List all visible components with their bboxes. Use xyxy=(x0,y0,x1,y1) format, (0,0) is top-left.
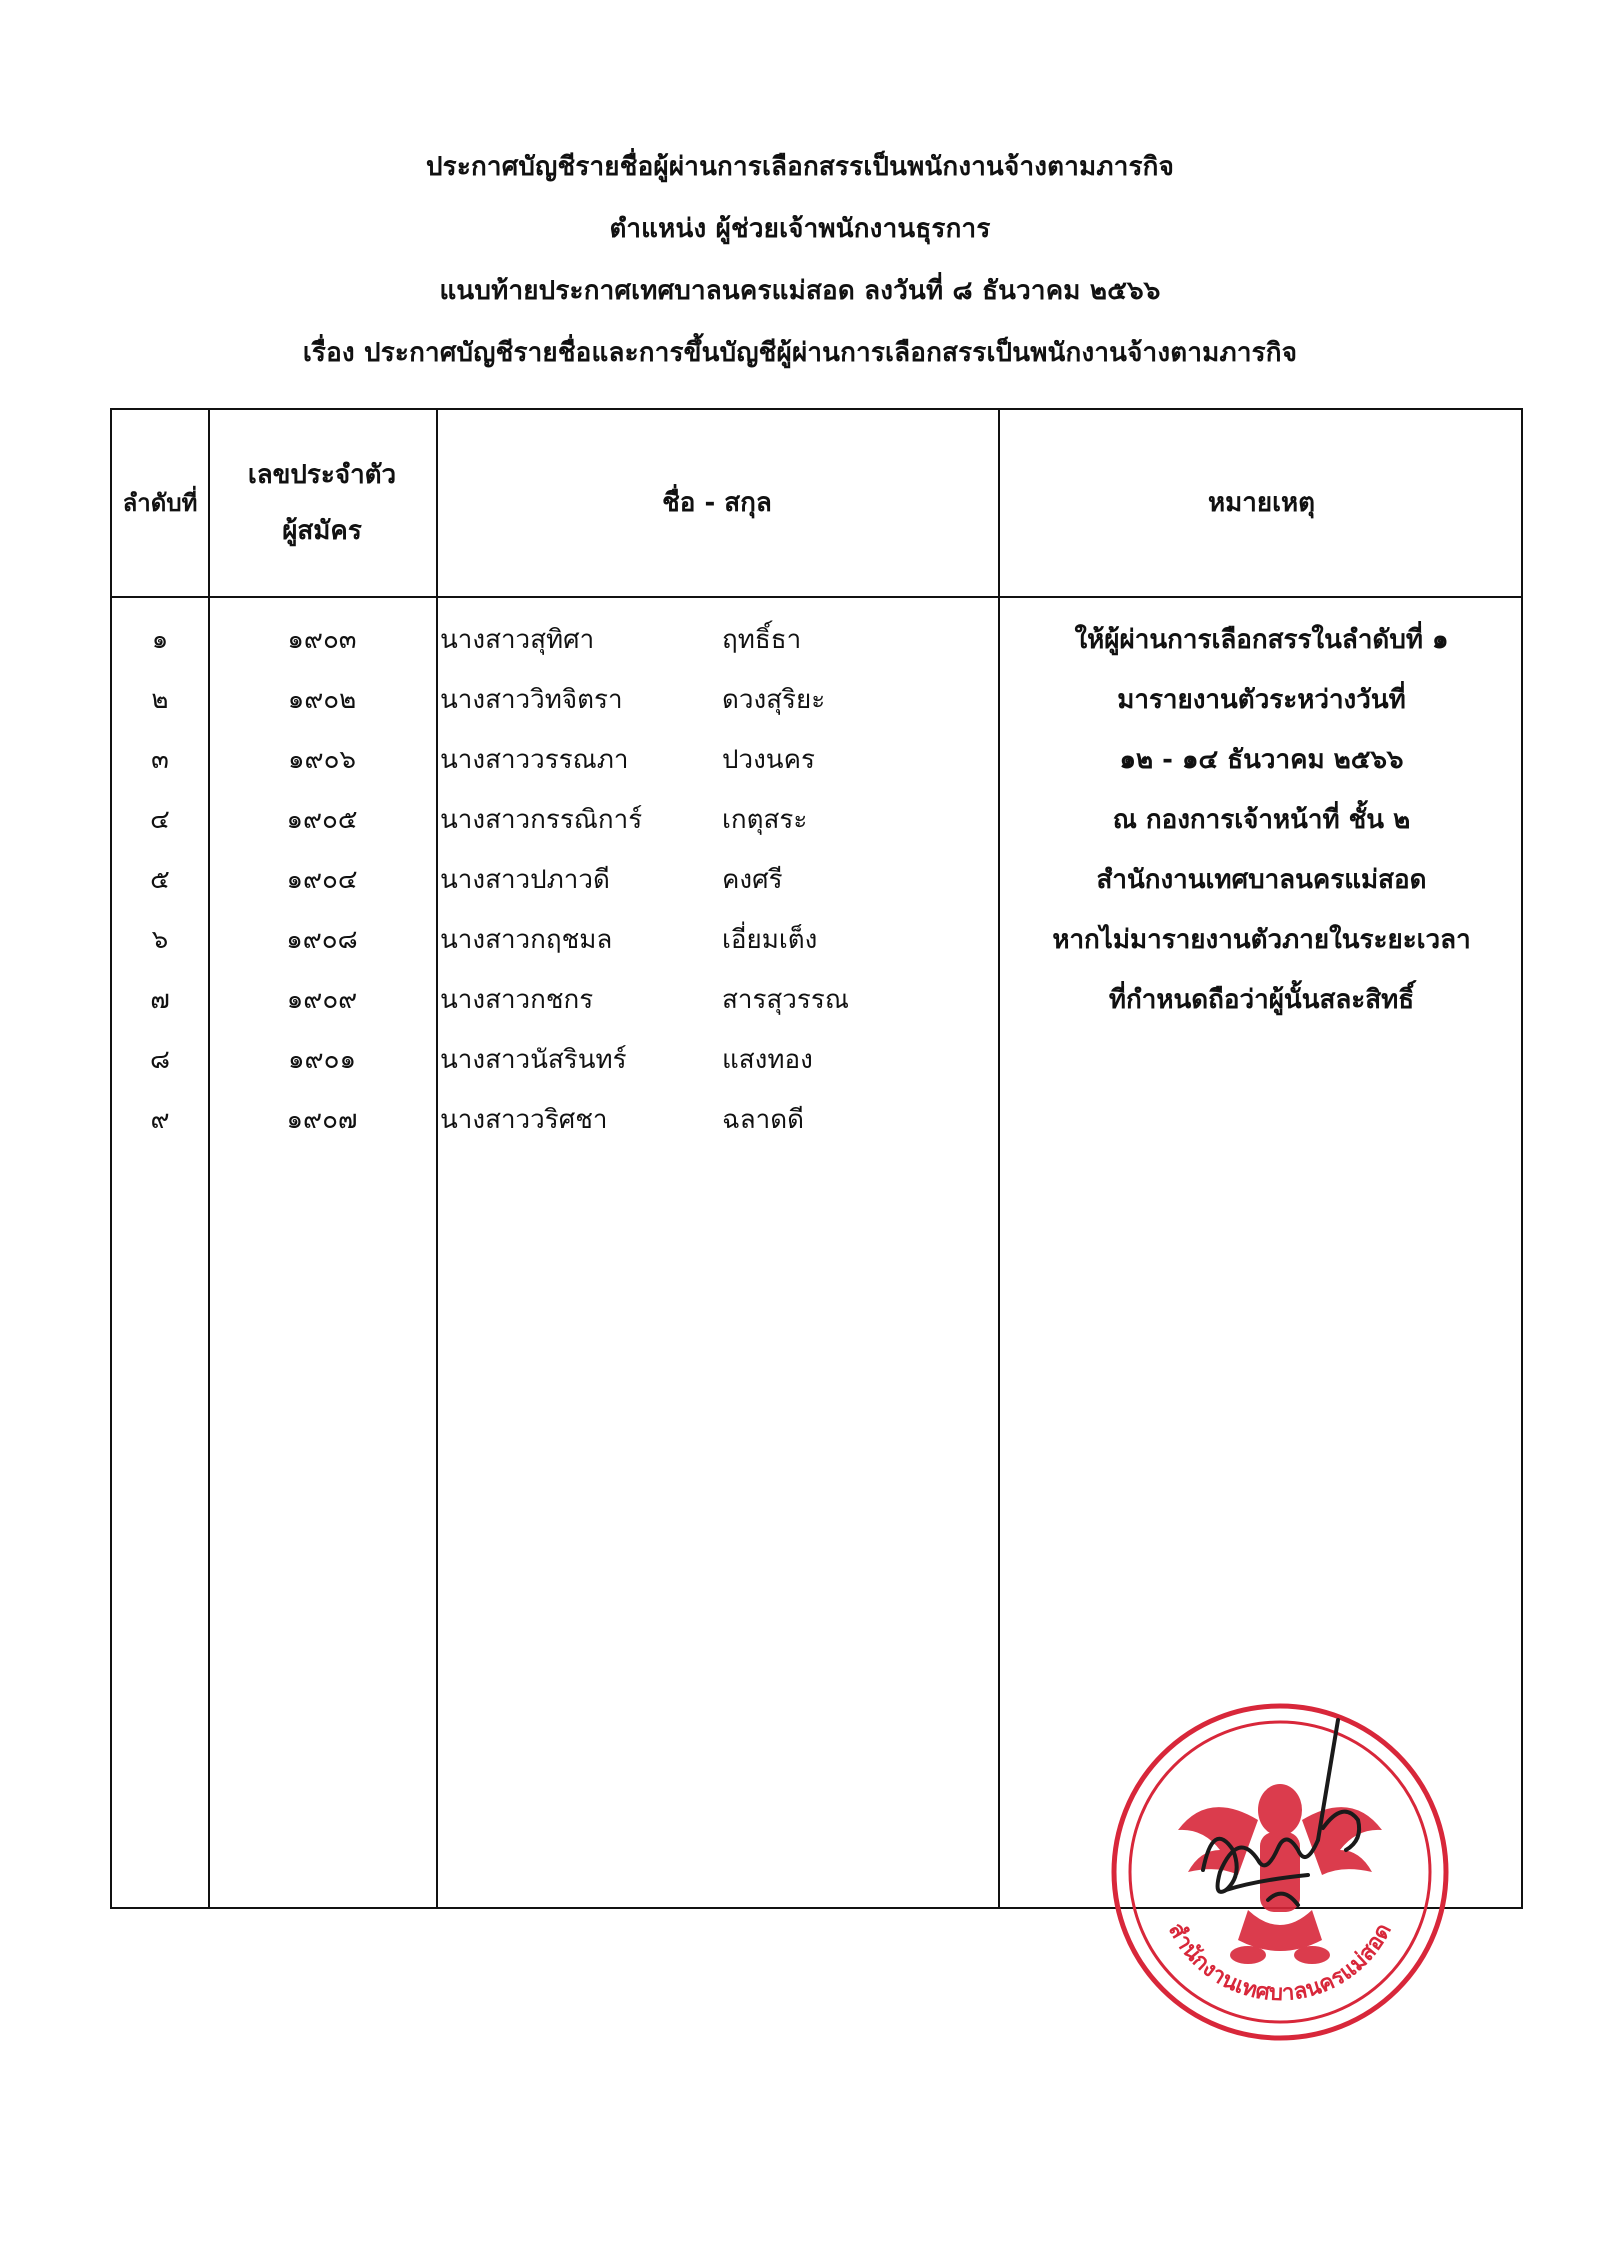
applicant-last-name: สารสุวรรณ xyxy=(722,985,849,1015)
subject-line: เรื่อง ประกาศบัญชีรายชื่อและการขึ้นบัญชีผู้ผ่านการเลือกสรรเป็นพนักงานจ้างตามภารกิจ xyxy=(302,338,1298,368)
applicant-id: ๑๙๐๓ xyxy=(287,625,357,655)
row-index: ๕ xyxy=(150,865,170,895)
row-index: ๓ xyxy=(151,745,169,775)
column-header-name-label: ชื่อ - สกุล xyxy=(662,488,772,518)
column-header-note-label: หมายเหตุ xyxy=(1207,488,1316,518)
remark-line: ที่กำหนดถือว่าผู้นั้นสละสิทธิ์ xyxy=(1108,985,1415,1015)
remark-line: หากไม่มารายงานตัวภายในระยะเวลา xyxy=(1052,925,1471,955)
applicant-first-name: นางสาววริศชา xyxy=(440,1105,608,1135)
applicant-id: ๑๙๐๕ xyxy=(286,805,358,835)
row-index: ๑ xyxy=(151,625,169,655)
attachment-reference: แนบท้ายประกาศเทศบาลนครแม่สอด ลงวันที่ ๘ ธันวาคม ๒๕๖๖ xyxy=(439,276,1161,306)
applicant-id: ๑๙๐๑ xyxy=(288,1045,356,1075)
row-index: ๔ xyxy=(150,805,170,835)
row-index: ๘ xyxy=(149,1045,171,1075)
applicant-last-name: คงศรี xyxy=(722,865,783,895)
seal-text: สำนักงานเทศบาลนครแม่สอด xyxy=(1163,1918,1397,2007)
column-header-index xyxy=(112,410,208,596)
applicant-first-name: นางสาววิทจิตรา xyxy=(440,685,623,715)
applicant-first-name: นางสาวปภาวดี xyxy=(440,865,610,895)
applicant-last-name: ฤทธิ์ธา xyxy=(722,625,802,655)
applicant-first-name: นางสาวนัสรินทร์ xyxy=(440,1045,627,1075)
row-index: ๖ xyxy=(151,925,169,955)
row-index: ๗ xyxy=(150,985,170,1015)
applicant-first-name: นางสาวสุทิศา xyxy=(440,625,595,655)
header-divider xyxy=(112,596,1521,598)
applicant-id: ๑๙๐๘ xyxy=(286,925,358,955)
remark-line: มารายงานตัวระหว่างวันที่ xyxy=(1117,685,1406,715)
applicant-first-name: นางสาวกรรณิการ์ xyxy=(440,805,643,835)
column-header-applicant-id xyxy=(208,410,436,596)
applicant-id: ๑๙๐๗ xyxy=(286,1105,358,1135)
applicant-id: ๑๙๐๙ xyxy=(286,985,358,1015)
applicant-last-name: ฉลาดดี xyxy=(722,1105,805,1135)
column-header-applicant-id-line1: เลขประจำตัว xyxy=(247,460,397,490)
applicant-last-name: ดวงสุริยะ xyxy=(722,685,826,715)
applicant-id: ๑๙๐๖ xyxy=(288,745,356,775)
row-index: ๙ xyxy=(150,1105,170,1135)
row-index: ๒ xyxy=(151,685,169,715)
remark-line: ณ กองการเจ้าหน้าที่ ชั้น ๒ xyxy=(1112,805,1411,835)
official-seal xyxy=(1108,1700,1452,2044)
applicant-id: ๑๙๐๔ xyxy=(286,865,358,895)
table-row xyxy=(112,1090,1521,1150)
column-header-index-label: ลำดับที่ xyxy=(122,489,198,517)
applicant-last-name: ปวงนคร xyxy=(722,745,815,775)
applicant-last-name: แสงทอง xyxy=(722,1045,813,1075)
applicant-id: ๑๙๐๒ xyxy=(287,685,357,715)
applicant-last-name: เกตุสระ xyxy=(722,805,808,835)
position-title: ตำแหน่ง ผู้ช่วยเจ้าพนักงานธุรการ xyxy=(609,214,991,244)
applicant-first-name: นางสาววรรณภา xyxy=(440,745,629,775)
table-row xyxy=(112,1030,1521,1090)
applicant-first-name: นางสาวกชกร xyxy=(440,985,594,1015)
column-header-note xyxy=(998,410,1525,596)
candidates-table xyxy=(110,408,1523,1909)
applicant-last-name: เอี่ยมเต็ง xyxy=(722,925,818,955)
garuda-emblem xyxy=(1178,1784,1382,1964)
applicant-first-name: นางสาวกฤชมล xyxy=(440,925,613,955)
column-header-applicant-id-line2: ผู้สมัคร xyxy=(282,516,362,546)
announcement-title: ประกาศบัญชีรายชื่อผู้ผ่านการเลือกสรรเป็นพนักงานจ้างตามภารกิจ xyxy=(425,152,1175,182)
column-header-name xyxy=(436,410,998,596)
remark-line: สำนักงานเทศบาลนครแม่สอด xyxy=(1096,865,1427,895)
remark-line: ๑๒ - ๑๔ ธันวาคม ๒๕๖๖ xyxy=(1119,745,1404,775)
remark-line: ให้ผู้ผ่านการเลือกสรรในลำดับที่ ๑ xyxy=(1074,625,1449,655)
